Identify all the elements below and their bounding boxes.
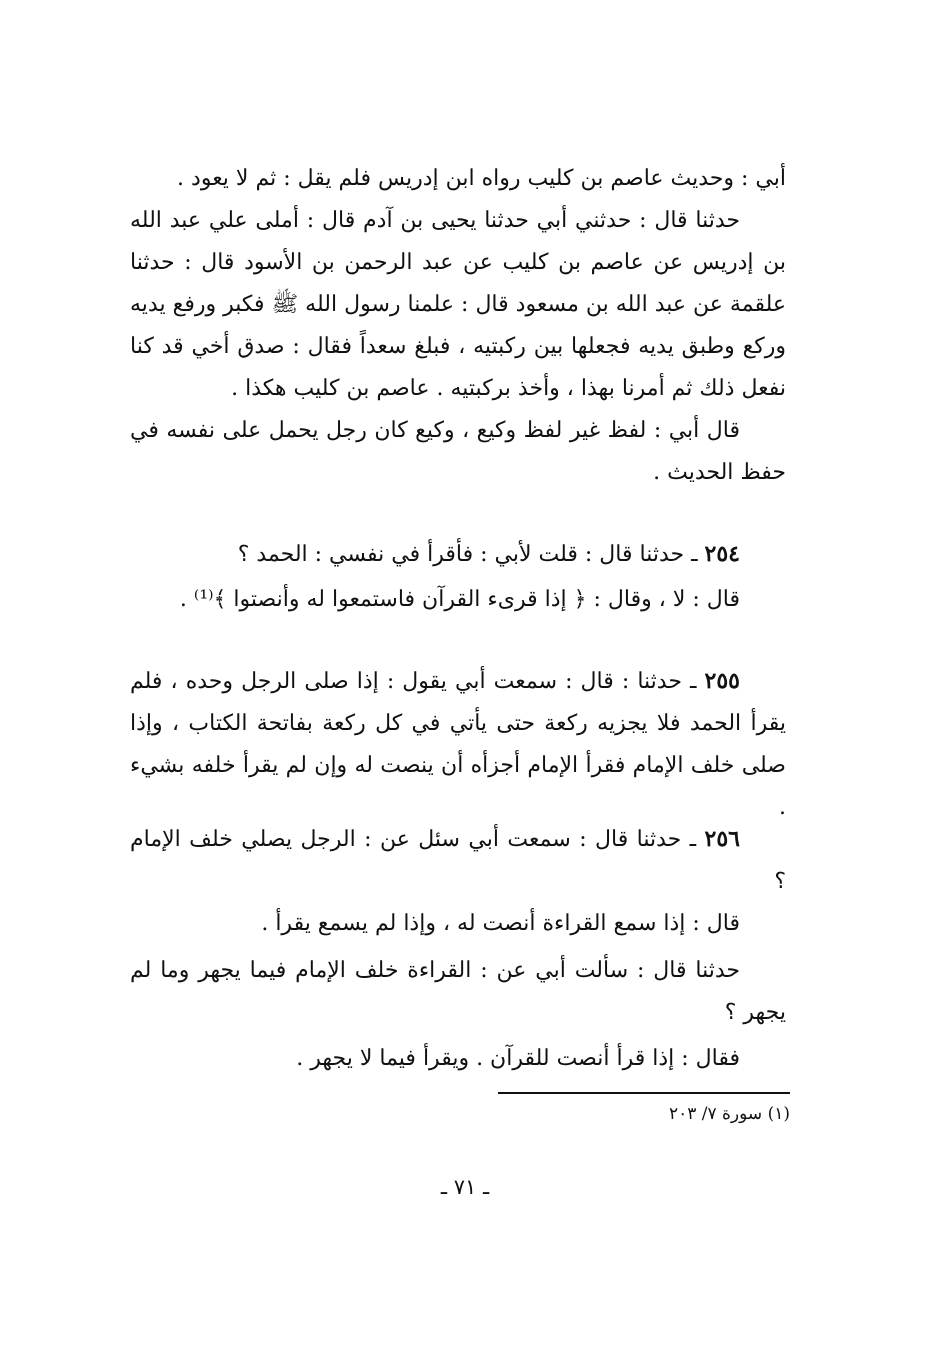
entry-text: ـ حدثنا : قال : سمعت أبي يقول : إذا صلى الرجل وحده ، فلم يقرأ الحمد فلا يجزيه ركعة حتى يأتي في كل ركعة بفاتحة الكتاب ، وإذا صلى خلف الإمام فقرأ الإمام أجزأه أن ينصت له وإن لم يقرأ خلفه بشيء . <box>130 669 786 820</box>
paragraph-text: أبي : وحديث عاصم بن كليب رواه ابن إدريس فلم يقل : ثم لا يعود . <box>177 166 786 191</box>
paragraph-text: قال : إذا سمع القراءة أنصت له ، وإذا لم يسمع يقرأ . <box>261 911 740 936</box>
entry-256-final-answer <box>130 1038 786 1080</box>
entry-254-answer <box>130 579 786 621</box>
paragraph-comment <box>130 410 786 494</box>
entry-256 <box>130 818 786 903</box>
entry-number: ٢٥٦ <box>704 826 740 852</box>
entry-256-question <box>130 950 786 1034</box>
footnote: (١) سورة ٧/ ٢٠٣ <box>668 1104 790 1124</box>
entry-number: ٢٥٥ <box>704 668 740 694</box>
entry-254 <box>130 533 786 576</box>
paragraph-text: حدثنا قال : حدثني أبي حدثنا يحيى بن آدم قال : أملى علي عبد الله بن إدريس عن عاصم بن كليب عن عبد الرحمن بن الأسود قال : حدثنا علقمة عن عبد الله بن مسعود قال : علمنا رسول الله ﷺ فكبر ورفع يديه وركع وطبق يديه فجعلها بين ركبتيه ، فبلغ سعداً فقال : صدق أخي قد كنا نفعل ذلك ثم أمرنا بهذا ، وأخذ بركبتيه . عاصم بن كليب هكذا . <box>130 208 786 401</box>
paragraph-text: فقال : إذا قرأ أنصت للقرآن . ويقرأ فيما لا يجهر . <box>296 1046 740 1071</box>
entry-256-answer <box>130 903 786 945</box>
page-number: ـ ٧١ ـ <box>440 1175 490 1199</box>
paragraph-text: قال : لا ، وقال : ﴿ إذا قرىء القرآن فاستمعوا له وأنصتوا ﴾⁽¹⁾ . <box>179 587 740 612</box>
entry-number: ٢٥٤ <box>704 541 740 567</box>
paragraph-continuation <box>130 158 786 200</box>
entry-text: ـ حدثنا قال : سمعت أبي سئل عن : الرجل يصلي خلف الإمام ؟ <box>130 827 786 894</box>
paragraph-hadith-chain <box>130 200 786 410</box>
footnote-divider <box>498 1092 790 1094</box>
entry-text: ـ حدثنا قال : قلت لأبي : فأقرأ في نفسي : الحمد ؟ <box>237 542 698 567</box>
entry-255 <box>130 660 786 829</box>
paragraph-text: حدثنا قال : سألت أبي عن : القراءة خلف الإمام فيما يجهر وما لم يجهر ؟ <box>130 958 786 1025</box>
paragraph-text: قال أبي : لفظ غير لفظ وكيع ، وكيع كان رجل يحمل على نفسه في حفظ الحديث . <box>130 418 786 485</box>
